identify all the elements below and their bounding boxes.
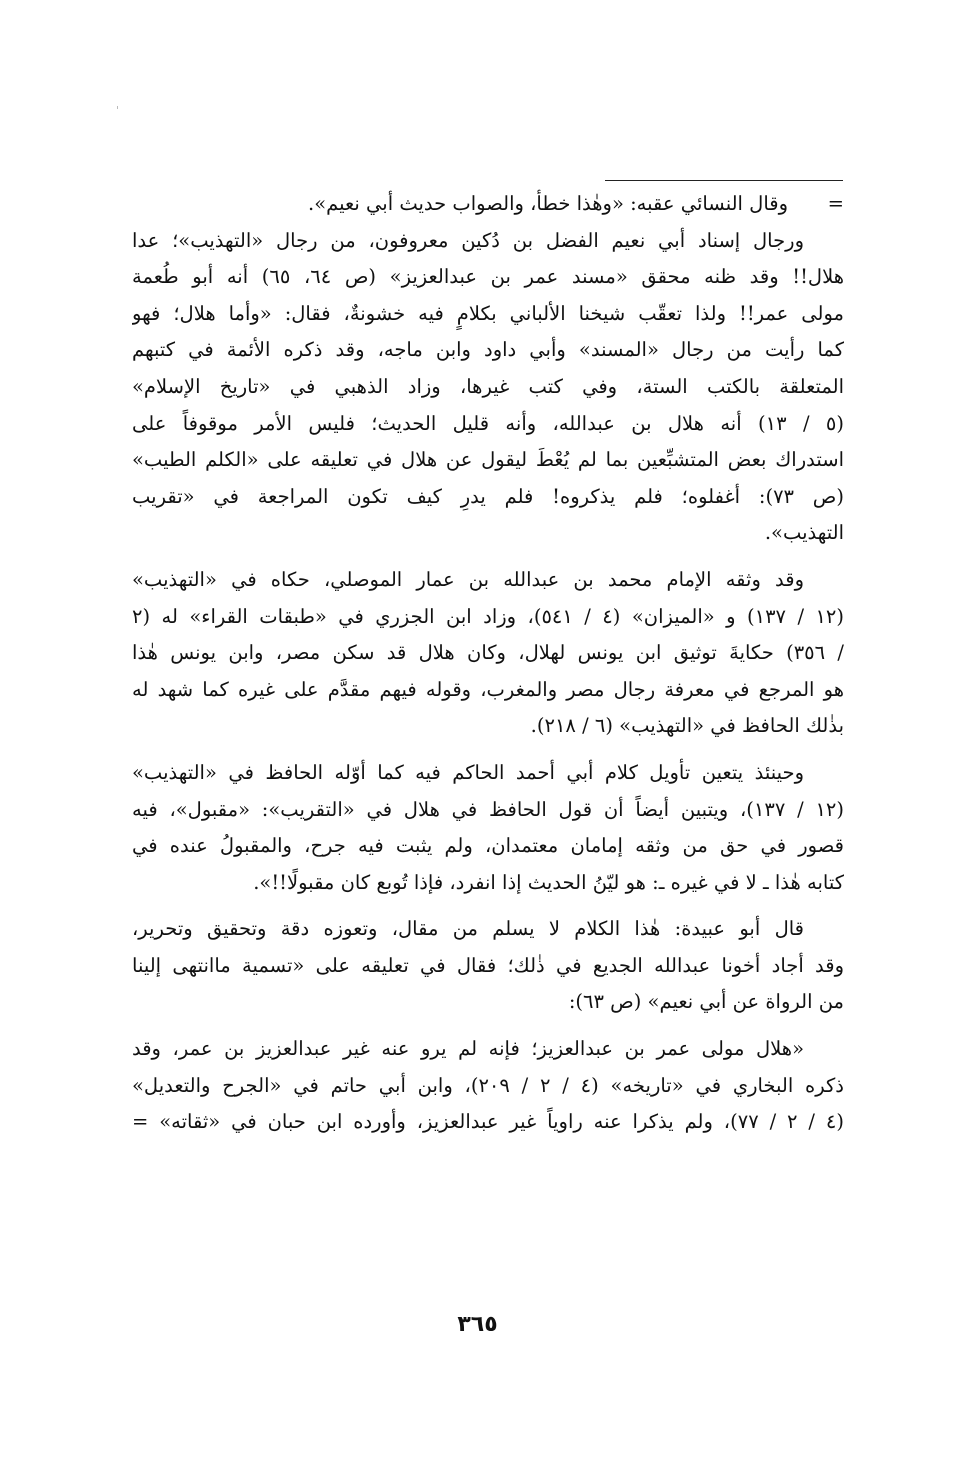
page-number: ٣٦٥: [457, 1312, 498, 1337]
paragraph: [132, 755, 844, 901]
text-line: هو المرجع في معرفة رجال مصر والمغرب، وقوله فيهم مقدَّم على غيره كما شهد له: [132, 677, 844, 701]
text-line: [132, 186, 844, 223]
text-line: بذٰلك الحافظ في «التهذيب» (٦ / ٢١٨).: [530, 714, 844, 738]
paragraph: [132, 223, 844, 552]
continuation-mark: =: [827, 192, 844, 215]
text-line: (ص ٧٣): أغفلوه؛ فلم يذكروه! فلم يدرِ كيف تكون المراجعة في «تقريب: [132, 484, 844, 508]
paragraph: [132, 1031, 844, 1141]
text-line: «هلال مولى عمر بن عبدالعزيز؛ فإنه لم يرو عنه غير عبدالعزيز بن عمر، وقد: [132, 1037, 804, 1061]
paragraph: [132, 186, 844, 223]
text-line: (١٢ / ١٣٧) و «الميزان» (٤ / ٥٤١)، وزاد ابن الجزري في «طبقات القراء» له (٢: [132, 604, 844, 628]
text-line: (٥ / ١٣) أنه هلال بن عبدالله، وأنه قليل الحديث؛ فليس الأمر موقوفاً على: [132, 411, 844, 435]
text-line: / ٣٥٦) حكايةَ توثيق ابن يونس لهلال، وكان هلال قد سكن مصر، وابن يونس هٰذا: [132, 641, 844, 665]
paragraph: [132, 562, 844, 745]
text-line: من الرواة عن أبي نعيم» (ص ٦٣):: [568, 990, 844, 1014]
text-line: التهذيب».: [764, 521, 844, 545]
text-line: وقد وثقه الإمام محمد بن عبدالله بن عمار الموصلي، حكاه في «التهذيب»: [132, 567, 804, 591]
text-line: كما رأيت من رجال «المسند» وأبي داود وابن ماجه، وقد ذكره الأئمة في كتبهم: [132, 338, 844, 362]
footnote-text-block: [132, 186, 844, 1141]
text-line: قصور في حق من وثقه إمامان معتمدان، ولم يثبت فيه جرح، والمقبولُ عنده في: [132, 834, 844, 858]
text-line: وقد أجاد أخونا عبدالله الجديع في ذٰلك؛ فقال في تعليقه على «تسمية ماانتهى إلينا: [132, 953, 844, 977]
paragraph: [132, 911, 844, 1021]
margin-speck: [117, 106, 118, 109]
text-line: كتابه هٰذا ـ لا في غيره ـ: هو ليّنُ الحديث إذا انفرد، فإذا تُوبع كان مقبولًا!!».: [253, 870, 844, 894]
text-line: ورجال إسناد أبي نعيم الفضل بن دُكين معروفون، من رجال «التهذيب»؛ عدا: [132, 228, 804, 252]
text-line: قال أبو عبيدة: هٰذا الكلام لا يسلم من مقال، وتعوزه دقة وتحقيق وتحرير،: [132, 917, 804, 941]
footnote-separator-rule: [605, 180, 843, 181]
text-line: استدراك بعض المتشبِّعين بما لم يُعْطَ ليقول عن هلال في تعليقه على «الكلم الطيب»: [132, 448, 844, 472]
text-line: هلال!! وقد ظنه محقق «مسند عمر بن عبدالعزيز» (ص ٦٤، ٦٥) أنه أبو طُعمة: [132, 265, 844, 289]
text-line: (٤ / ٢ / ٧٧)، ولم يذكرا عنه راوياً غير عبدالعزيز، وأورده ابن حبان في «ثقاته» =: [132, 1110, 844, 1134]
line-text: وقال النسائي عقبه: «وهٰذا خطأ، والصواب حديث أبي نعيم».: [308, 192, 788, 215]
text-line: مولى عمر!! ولذا تعقّب شيخنا الألباني بكلامٍ فيه خشونةٌ، فقال: «وأما هلال؛ فهو: [132, 301, 844, 325]
text-line: المتعلقة بالكتب الستة، وفي كتب غيرها، وزاد الذهبي في «تاريخ الإسلام»: [132, 374, 844, 398]
text-line: (١٢ / ١٣٧)، ويتبين أيضاً أن قول الحافظ في هلال في «التقريب»: «مقبول»، فيه: [132, 797, 844, 821]
text-line: ذكره البخاري في «تاريخه» (٤ / ٢ / ٢٠٩)، وابن أبي حاتم في «الجرح والتعديل»: [132, 1073, 844, 1097]
text-line: وحينئذ يتعين تأويل كلام أبي أحمد الحاكم فيه كما أوّله الحافظ في «التهذيب»: [132, 760, 804, 784]
